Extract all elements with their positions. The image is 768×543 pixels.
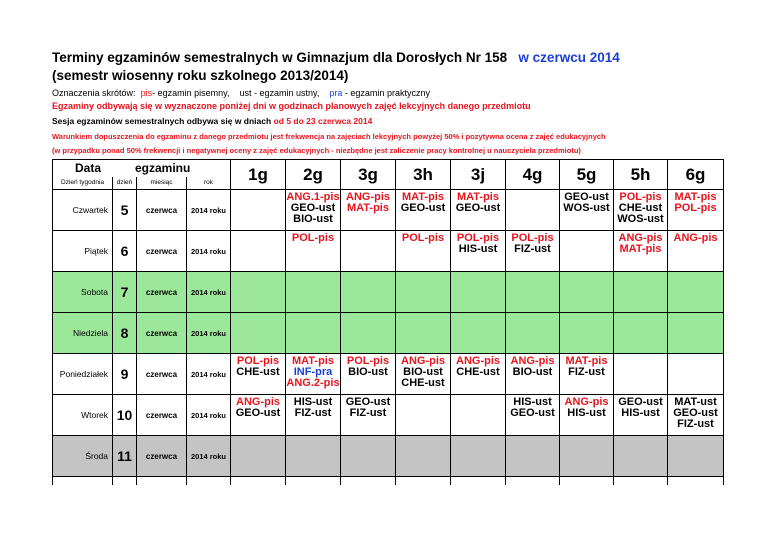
exam-entry: FIZ-ust [294, 407, 332, 419]
exam-cell [286, 436, 341, 477]
month-cell: czerwca [137, 231, 187, 272]
class-header-6g: 6g [668, 160, 724, 190]
exam-cell [231, 436, 286, 477]
year-cell: 2014 roku [187, 354, 231, 395]
exam-cell [560, 190, 614, 231]
exam-cell [451, 395, 506, 436]
exam-cell [614, 190, 668, 231]
exam-cell [341, 395, 396, 436]
exam-entry: MAT-pis [402, 191, 444, 203]
exam-entry: FIZ-ust [514, 243, 551, 255]
exam-entry: INF-pra [293, 366, 333, 378]
exam-cell [396, 395, 451, 436]
empty-cell [53, 477, 113, 486]
exam-entry: GEO-ust [618, 396, 663, 408]
weekday-cell: Środa [53, 436, 113, 477]
month-cell: czerwca [137, 272, 187, 313]
class-header-5h: 5h [614, 160, 668, 190]
exam-cell [506, 354, 560, 395]
day-number-cell: 5 [113, 190, 137, 231]
exam-cell [286, 190, 341, 231]
exam-cell [506, 231, 560, 272]
exam-entry: ANG-pis [346, 191, 390, 203]
year-cell: 2014 roku [187, 272, 231, 313]
exam-cell [668, 395, 724, 436]
legend-pra-code: pra [329, 88, 343, 98]
exam-cell [396, 313, 451, 354]
session-dates: od 5 do 23 czerwca 2014 [273, 116, 373, 126]
date-header-exam: egzaminu [135, 161, 191, 175]
exam-cell [396, 190, 451, 231]
document-subtitle: (semestr wiosenny roku szkolnego 2013/2014) [52, 68, 349, 83]
exam-entry: GEO-ust [235, 407, 281, 419]
exam-entry: HIS-ust [621, 407, 660, 419]
exam-entry: ANG-pis [236, 396, 280, 408]
exam-entry: POL-pis [236, 355, 280, 367]
weekday-cell: Poniedziałek [53, 354, 113, 395]
table-row [53, 436, 724, 477]
exam-cell [560, 231, 614, 272]
exam-cell [506, 395, 560, 436]
exam-cell [231, 313, 286, 354]
col-day-header: dzień [113, 177, 137, 190]
exam-cell [286, 231, 341, 272]
legend-pis-text: - egzamin pisemny, [152, 88, 230, 98]
day-number-cell: 11 [113, 436, 137, 477]
exam-cell [560, 395, 614, 436]
day-number-cell: 8 [113, 313, 137, 354]
exam-cell [560, 354, 614, 395]
exam-entry: HIS-ust [293, 396, 333, 408]
exam-cell [560, 313, 614, 354]
table-row [53, 272, 724, 313]
exam-cell [286, 354, 341, 395]
document-title [52, 50, 620, 65]
class-header-3j: 3j [451, 160, 506, 190]
day-number-cell: 10 [113, 395, 137, 436]
exam-entry: MAT-pis [565, 355, 608, 367]
exam-entry: ANG-pis [618, 232, 663, 244]
year-cell: 2014 roku [187, 190, 231, 231]
empty-cell [113, 477, 137, 486]
year-cell: 2014 roku [187, 313, 231, 354]
exam-cell [396, 272, 451, 313]
exam-cell [286, 313, 341, 354]
exam-cell [614, 272, 668, 313]
exam-entry: FIZ-ust [677, 418, 714, 430]
legend-pra-text: - egzamin praktyczny [344, 88, 430, 98]
exam-cell [286, 395, 341, 436]
exam-cell [341, 354, 396, 395]
empty-cell [668, 477, 724, 486]
legend-ust-text: - egzamin ustny, [254, 88, 320, 98]
exam-entry: CHE-ust [618, 202, 663, 214]
exam-cell [341, 436, 396, 477]
month-cell: czerwca [137, 313, 187, 354]
exam-cell [614, 354, 668, 395]
empty-cell [341, 477, 396, 486]
empty-cell [396, 477, 451, 486]
exam-entry: HIS-ust [458, 243, 498, 255]
date-header-data: Data [75, 161, 102, 175]
exam-cell [614, 436, 668, 477]
exam-cell [668, 272, 724, 313]
exam-cell [231, 231, 286, 272]
note-hours: Egzaminy odbywają się w wyznaczone poniżej dni w godzinach planowych zajęć lekcyjnych danego przedmiotu [52, 101, 531, 111]
weekday-cell: Piątek [53, 231, 113, 272]
exam-cell [560, 272, 614, 313]
exam-entry: GEO-ust [400, 202, 446, 214]
exam-entry: POL-pis [619, 191, 662, 203]
exam-entry: GEO-ust [510, 407, 555, 419]
empty-cell [560, 477, 614, 486]
weekday-cell: Sobota [53, 272, 113, 313]
exam-cell [231, 354, 286, 395]
table-row [53, 231, 724, 272]
weekday-cell: Czwartek [53, 190, 113, 231]
exam-cell [396, 436, 451, 477]
empty-cell [231, 477, 286, 486]
exam-entry: GEO-ust [455, 202, 501, 214]
exam-entry: MAT-ust [674, 396, 717, 408]
exam-entry: POL-pis [346, 355, 390, 367]
col-year-header: rok [187, 177, 231, 190]
table-row [53, 313, 724, 354]
exam-cell [506, 436, 560, 477]
weekday-cell: Niedziela [53, 313, 113, 354]
exam-entry: CHE-ust [456, 366, 500, 378]
exam-cell [396, 231, 451, 272]
class-header-3h: 3h [396, 160, 451, 190]
exam-cell [451, 231, 506, 272]
day-number-cell: 9 [113, 354, 137, 395]
exam-entry: ANG-pis [510, 355, 555, 367]
exam-entry: FIZ-ust [568, 366, 605, 378]
exam-cell [668, 190, 724, 231]
exam-entry: CHE-ust [401, 377, 445, 389]
exam-entry: POL-pis [291, 232, 335, 244]
exam-entry: POL-pis [401, 232, 445, 244]
exam-entry: POL-pis [456, 232, 500, 244]
date-header [53, 160, 231, 178]
table-row-partial [53, 477, 724, 486]
exam-entry: ANG-pis [673, 232, 718, 244]
exam-entry: ANG-pis [401, 355, 445, 367]
exam-cell [231, 395, 286, 436]
exam-cell [506, 313, 560, 354]
exam-entry: POL-pis [674, 202, 717, 214]
exam-cell [451, 272, 506, 313]
exam-cell [668, 313, 724, 354]
table-row [53, 354, 724, 395]
exam-entry: GEO-ust [345, 396, 391, 408]
empty-cell [137, 477, 187, 486]
title-date: w czerwcu 2014 [518, 50, 620, 65]
table-row [53, 395, 724, 436]
exam-cell [451, 354, 506, 395]
exam-entry: FIZ-ust [349, 407, 387, 419]
exam-entry: MAT-pis [347, 202, 389, 214]
exam-entry: HIS-ust [513, 396, 552, 408]
exam-entry: POL-pis [511, 232, 554, 244]
col-month-header: miesiąc [137, 177, 187, 190]
exam-cell [451, 313, 506, 354]
exam-entry: WOS-ust [617, 213, 664, 225]
legend-ust-code: ust [239, 88, 252, 98]
exam-cell [341, 190, 396, 231]
weekday-cell: Wtorek [53, 395, 113, 436]
exam-cell [668, 231, 724, 272]
class-header-3g: 3g [341, 160, 396, 190]
title-text: Terminy egzaminów semestralnych w Gimnazjum dla Dorosłych Nr 158 [52, 50, 508, 65]
exam-entry: MAT-pis [674, 191, 717, 203]
exam-cell [341, 272, 396, 313]
legend-pis-code: pis [140, 88, 153, 98]
day-number-cell: 7 [113, 272, 137, 313]
exam-cell [341, 231, 396, 272]
class-header-5g: 5g [560, 160, 614, 190]
empty-cell [506, 477, 560, 486]
exam-entry: BIO-ust [348, 366, 388, 378]
exam-entry: ANG-pis [456, 355, 500, 367]
exam-entry: GEO-ust [290, 202, 336, 214]
legend-intro: Oznaczenia skrótów: [52, 88, 136, 98]
exam-entry: BIO-ust [512, 366, 553, 378]
exam-cell [286, 272, 341, 313]
exam-entry: ANG.1-pis [286, 191, 340, 203]
exam-cell [614, 313, 668, 354]
empty-cell [286, 477, 341, 486]
exam-cell [341, 313, 396, 354]
exam-entry: ANG-pis [564, 396, 609, 408]
exam-entry: ANG.2-pis [286, 377, 340, 389]
month-cell: czerwca [137, 395, 187, 436]
exam-cell [506, 272, 560, 313]
exam-cell [668, 354, 724, 395]
exam-cell [668, 436, 724, 477]
exam-cell [231, 190, 286, 231]
exam-entry: BIO-ust [403, 366, 443, 378]
exam-cell [231, 272, 286, 313]
exam-cell [614, 395, 668, 436]
exam-cell [451, 436, 506, 477]
exam-entry: GEO-ust [673, 407, 718, 419]
month-cell: czerwca [137, 354, 187, 395]
exam-entry: BIO-ust [293, 213, 333, 225]
admission-condition: Warunkiem dopuszczenia do egzaminu z danego przedmiotu jest frekwencja na zajęciach lekcyjnych powyżej 50% i pozytywna ocena z zajęć edukacyjnych [52, 132, 606, 141]
exam-entry: MAT-pis [457, 191, 499, 203]
admission-condition-note: (w przypadku ponad 50% frekwencji i negatywnej oceny z zajęć edukacyjnych - niezbędne jest zaliczenie pracy kontrolnej u nauczyciela przedmiotu) [52, 146, 581, 155]
session-text: Sesja egzaminów semestralnych odbywa się w dniach [52, 116, 272, 126]
day-number-cell: 6 [113, 231, 137, 272]
month-cell: czerwca [137, 190, 187, 231]
empty-cell [451, 477, 506, 486]
table-row [53, 190, 724, 231]
col-weekday-header: Dzień tygodnia [53, 177, 113, 190]
exam-cell [451, 190, 506, 231]
exam-entry: CHE-ust [236, 366, 280, 378]
empty-cell [187, 477, 231, 486]
exam-entry: MAT-pis [292, 355, 334, 367]
exam-entry: GEO-ust [564, 191, 609, 203]
year-cell: 2014 roku [187, 231, 231, 272]
exam-cell [506, 190, 560, 231]
class-header-4g: 4g [506, 160, 560, 190]
exam-cell [560, 436, 614, 477]
exam-cell [396, 354, 451, 395]
exam-entry: MAT-pis [619, 243, 662, 255]
month-cell: czerwca [137, 436, 187, 477]
empty-cell [614, 477, 668, 486]
class-header-1g: 1g [231, 160, 286, 190]
exam-entry: HIS-ust [567, 407, 606, 419]
abbreviation-legend [52, 88, 430, 98]
session-note [52, 116, 372, 126]
exam-cell [614, 231, 668, 272]
exam-schedule-table [52, 159, 724, 485]
year-cell: 2014 roku [187, 395, 231, 436]
exam-entry: WOS-ust [563, 202, 610, 214]
year-cell: 2014 roku [187, 436, 231, 477]
class-header-2g: 2g [286, 160, 341, 190]
